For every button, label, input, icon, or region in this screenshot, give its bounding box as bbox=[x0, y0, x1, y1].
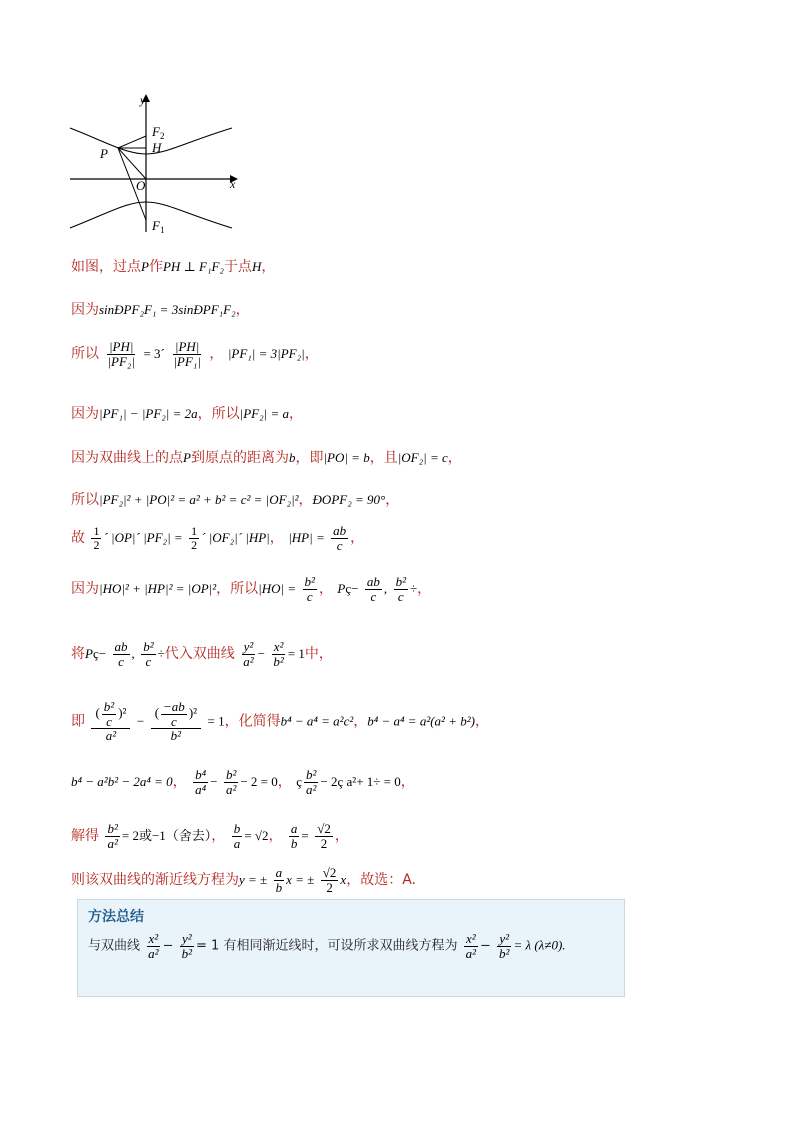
math: ç a² bbox=[337, 774, 357, 790]
text: ， bbox=[209, 346, 224, 363]
solution-line-9 bbox=[71, 640, 333, 668]
solution-line-8 bbox=[71, 575, 431, 603]
math: P bbox=[85, 646, 93, 662]
text: 因为 bbox=[71, 581, 99, 598]
fraction: $\frac{√2}{2}$ bbox=[317, 821, 331, 851]
text: 于点 bbox=[223, 259, 252, 275]
solution-line-11 bbox=[71, 768, 415, 796]
text: ， bbox=[304, 346, 319, 363]
text: 所以 bbox=[71, 492, 99, 508]
fraction: $\frac{a}{b}$ bbox=[275, 865, 283, 895]
fraction: $\frac{\text{b²}}{\text{a²}}$ bbox=[107, 821, 118, 851]
math: − 2 = 0 bbox=[240, 774, 278, 790]
math: ç bbox=[296, 774, 302, 790]
label-H: H bbox=[152, 140, 162, 155]
math: sinÐPF₂F₁ = 3sinÐPF₁F₂ bbox=[99, 302, 236, 317]
math: , bbox=[383, 581, 388, 597]
solution-line-5 bbox=[71, 447, 462, 467]
fraction: $\frac{√2}{2}$ bbox=[322, 865, 337, 895]
math: |PO| = b bbox=[323, 450, 370, 465]
label-O: O bbox=[136, 178, 146, 193]
label-y: y bbox=[140, 93, 146, 107]
text: ， bbox=[447, 450, 462, 466]
math: x = ± bbox=[286, 872, 315, 888]
fraction: $\frac{|PH|}{\text{|PF₂|}}$ bbox=[107, 339, 136, 369]
math: b⁴ − a⁴ = a²(a² + b²) bbox=[367, 713, 475, 729]
math: ÷ = 0 bbox=[373, 774, 401, 790]
fraction: $\frac{\text{x²}}{\text{b²}}$ bbox=[273, 639, 284, 669]
math: PH ⊥ F₁F₂ bbox=[162, 259, 224, 274]
math: |HO| = bbox=[258, 581, 297, 597]
math: b⁴ − a⁴ = a²c² bbox=[280, 713, 354, 729]
fraction: $\frac{|PH|}{\text{|PF₁|}}$ bbox=[173, 339, 201, 369]
text: ， bbox=[417, 581, 432, 598]
math: ÐOPF₂ = 90° bbox=[312, 492, 386, 507]
text: 到原点的距离为 bbox=[190, 450, 289, 466]
text: ， bbox=[474, 713, 489, 730]
math: = 1 bbox=[207, 713, 225, 729]
text: ， bbox=[235, 302, 250, 318]
text: ， bbox=[350, 530, 365, 547]
text: 因为双曲线上的点 bbox=[71, 450, 183, 466]
method-summary-body: 与双曲线 $\frac{\text{x²}}{\text{a²}}$ − $\frac{\text{y²}}{\text{b²}}$ = 1 有相同渐近线时，可设所求双曲线方程为 $\frac{\text{x²}}{\text{a²}}$ − $\frac{\text{y²}}{\text{b²}}$ = λ (λ≠0). bbox=[88, 931, 566, 961]
fraction: $\frac{\text{x²}}{\text{a²}}$ bbox=[148, 931, 159, 961]
math: ç− bbox=[92, 646, 107, 662]
math: P bbox=[337, 581, 346, 597]
solution-line-2 bbox=[71, 299, 250, 319]
label-x: x bbox=[230, 177, 236, 191]
text: ， bbox=[268, 828, 283, 845]
label-F1: $F_1$ bbox=[152, 218, 165, 235]
text: ， bbox=[400, 774, 415, 791]
math: − bbox=[257, 646, 265, 662]
math: ´ |OF₂|´ |HP| bbox=[201, 530, 270, 546]
fraction: $\frac{\text{b²}}{c}$ bbox=[143, 639, 154, 669]
fraction: $\frac{\text{y²}}{\text{a²}}$ bbox=[243, 639, 254, 669]
solution-line-6 bbox=[71, 489, 399, 509]
math: = √2 bbox=[244, 828, 269, 844]
math: y = ± bbox=[239, 872, 268, 888]
fraction: $\frac{\text{y²}}{\text{b²}}$ bbox=[499, 931, 510, 961]
method-summary-box bbox=[77, 899, 625, 997]
math: b⁴ − a²b² − 2a⁴ = 0 bbox=[71, 774, 173, 790]
text: 如图，过点 bbox=[71, 259, 141, 275]
fraction: $\frac{\text{x²}}{\text{a²}}$ bbox=[465, 931, 476, 961]
segment-PF2 bbox=[118, 136, 146, 148]
text: ，所以 bbox=[216, 581, 259, 598]
text: ， bbox=[298, 492, 313, 508]
text: ， bbox=[211, 828, 226, 845]
hyperbola-upper-branch bbox=[70, 128, 232, 154]
text: 代入双曲线 bbox=[164, 646, 235, 663]
solution-line-13 bbox=[71, 866, 416, 894]
text: ， bbox=[261, 259, 276, 275]
math: x bbox=[340, 872, 347, 888]
fraction: $\frac{ab}{c}$ bbox=[366, 574, 380, 604]
hyperbola-figure bbox=[66, 90, 256, 240]
text: ， bbox=[353, 713, 368, 730]
math: = bbox=[301, 828, 309, 844]
math: P bbox=[183, 450, 191, 465]
label-P: P bbox=[100, 146, 108, 161]
fraction: $\frac{a}{b}$ bbox=[290, 821, 298, 851]
text: 即 bbox=[71, 713, 85, 730]
label-F2: $F_2$ bbox=[152, 124, 165, 141]
fraction: $\frac{\text{b⁴}}{\text{a⁴}}$ bbox=[195, 767, 207, 797]
math: |HO|² + |HP|² = |OP|² bbox=[99, 581, 217, 597]
fraction: $\frac{\text{b²}}{\text{a²}}$ bbox=[306, 767, 317, 797]
math: = 2或−1（舍去） bbox=[121, 828, 212, 844]
math: |OF₂| = c bbox=[397, 450, 448, 465]
math: |PF₁| − |PF₂| = 2a bbox=[99, 406, 198, 421]
solution-line-1 bbox=[71, 256, 275, 276]
math: |PF₂| = a bbox=[239, 406, 289, 421]
text: 将 bbox=[71, 646, 85, 663]
text: 故 bbox=[71, 530, 85, 547]
math: = 3´ bbox=[143, 346, 165, 362]
text: ， bbox=[269, 530, 284, 547]
text: ， bbox=[334, 828, 349, 845]
text: ，且 bbox=[369, 450, 398, 466]
fraction: ( $\frac{-ab}{c}$ )² b² bbox=[151, 700, 201, 743]
math: + 1 bbox=[356, 774, 374, 790]
math: = 1 bbox=[287, 646, 305, 662]
math: P bbox=[141, 259, 149, 274]
text: ，即 bbox=[295, 450, 324, 466]
text: 中， bbox=[304, 646, 333, 663]
text: ，故选：A. bbox=[346, 872, 416, 889]
text: 因为 bbox=[71, 302, 99, 318]
math: |HP| = bbox=[288, 530, 325, 546]
math: ´ |OP|´ |PF₂| = bbox=[103, 530, 183, 546]
math: − bbox=[136, 713, 145, 729]
fraction: $\frac{\text{b²}}{c}$ bbox=[304, 574, 315, 604]
text: 解得 bbox=[71, 828, 99, 845]
text: ，所以 bbox=[197, 406, 240, 422]
text: ， bbox=[288, 406, 303, 422]
fraction: $\frac{1}{2}$ bbox=[93, 524, 100, 552]
math: − bbox=[210, 774, 218, 790]
math: |PF₁| = 3|PF₂| bbox=[227, 346, 305, 362]
math: |PF₂|² + |PO|² = a² + b² = c² = |OF₂|² bbox=[99, 492, 299, 507]
solution-line-4 bbox=[71, 403, 303, 423]
hyperbola-lower-branch bbox=[70, 202, 232, 228]
fraction: $\frac{1}{2}$ bbox=[191, 524, 198, 552]
solution-line-10 bbox=[71, 700, 489, 743]
text: ， bbox=[277, 774, 292, 791]
fraction: ( $\frac{\text{b²}}{c}$ )² a² bbox=[91, 700, 130, 743]
fraction: $\frac{b}{a}$ bbox=[233, 821, 241, 851]
text: ， bbox=[385, 492, 400, 508]
text: 则该双曲线的渐近线方程为 bbox=[71, 872, 239, 889]
math: ç− bbox=[345, 581, 359, 597]
math: H bbox=[251, 259, 262, 274]
method-summary-title: 方法总结 bbox=[88, 909, 144, 925]
text: ，化简得 bbox=[224, 713, 281, 730]
math: , bbox=[131, 646, 135, 662]
solution-line-3 bbox=[71, 340, 319, 368]
text: 因为 bbox=[71, 406, 99, 422]
solution-line-12 bbox=[71, 822, 349, 850]
math: ÷ bbox=[157, 646, 165, 662]
solution-line-7 bbox=[71, 524, 364, 552]
fraction: $\frac{\text{y²}}{\text{b²}}$ bbox=[181, 931, 193, 961]
text: ， bbox=[172, 774, 187, 791]
text: 作 bbox=[148, 259, 163, 275]
fraction: $\frac{ab}{c}$ bbox=[333, 523, 347, 553]
math: b bbox=[288, 450, 296, 465]
text: ， bbox=[318, 581, 333, 598]
math: − 2 bbox=[320, 774, 338, 790]
fraction: $\frac{\text{b²}}{\text{a²}}$ bbox=[225, 767, 237, 797]
fraction: $\frac{\text{b²}}{c}$ bbox=[395, 574, 407, 604]
text: 所以 bbox=[71, 346, 99, 363]
math: ÷ bbox=[410, 581, 418, 597]
fraction: $\frac{ab}{c}$ bbox=[114, 639, 128, 669]
